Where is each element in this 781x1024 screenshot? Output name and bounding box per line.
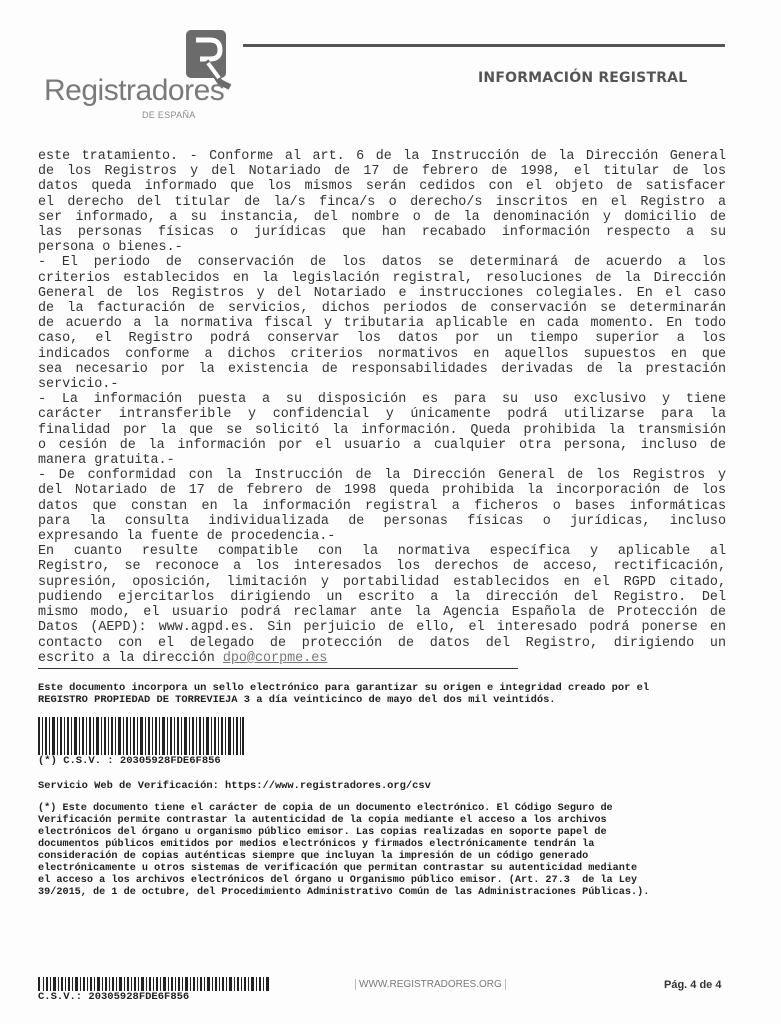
body-line: - La información puesta a su disposición es para su uso exclusivo y tiene (38, 392, 726, 408)
body-line: finalidad por la que se solicitó la información. Queda prohibida la transmisión (38, 422, 726, 438)
body-line: - El periodo de conservación de los datos se determinará de acuerdo a los (38, 255, 726, 271)
registradores-logo (40, 28, 240, 128)
body-line-prefix: escrito a la dirección (38, 650, 223, 666)
body-paragraphs (38, 149, 726, 666)
body-line: expresando la fuente de procedencia.- (38, 529, 336, 545)
footer-csv-code: C.S.V.: 20305928FDE6F856 (38, 991, 190, 1003)
footer-website-text: WWW.REGISTRADORES.ORG (359, 979, 502, 991)
body-line: de la facturación de servicios, dichos periodos de conservación se determinarán (38, 301, 726, 317)
dpo-email-link[interactable]: dpo@corpme.es (222, 650, 328, 666)
logo-subtitle: DE ESPAÑA (142, 110, 196, 120)
page-number: Pág. 4 de 4 (664, 979, 722, 991)
footer-website (352, 979, 509, 990)
body-line: Datos (AEPD): www.agpd.es. Sin perjuicio de ello, el interesado podrá ponerse en (38, 620, 726, 636)
body-line: de acuerdo a la normativa fiscal y tributaria aplicable en cada momento. En todo (38, 316, 726, 332)
body-line: persona o bienes.- (38, 240, 183, 256)
note-line: consideración de copias auténticas siempre que incluyan la impresión de un código generado (38, 851, 589, 862)
body-line: manera gratuita.- (38, 453, 175, 469)
csv-barcode (38, 717, 244, 755)
body-line: mismo modo, el usuario podrá reclamar ante la Agencia Española de Protección de (38, 605, 726, 621)
body-line: de los Registros y del Notariado de 17 de febrero de 1998, el titular de los (38, 164, 726, 180)
body-line: - De conformidad con la Instrucción de la Dirección General de los Registros y (38, 468, 726, 484)
body-line: carácter intransferible y confidencial y únicamente podrá utilizarse para la (38, 407, 726, 423)
logo-wordmark: Registradores (44, 74, 225, 107)
body-line: el derecho del titular de la/s finca/s o derecho/s inscritos en el Registro a (38, 194, 726, 210)
body-line: supresión, oposición, limitación y portabilidad establecidos en el RGPD citado, (38, 574, 726, 590)
seal-line: REGISTRO PROPIEDAD DE TORREVIEJA 3 a día veinticinco de mayo del dos mil veintidós. (38, 693, 556, 706)
body-line: caso, el Registro podrá conservar los datos por un tiempo superior a los (38, 331, 726, 347)
body-line: las personas físicas o jurídicas que han recabado información respecto a su (38, 225, 726, 241)
copy-legal-note (38, 803, 726, 899)
body-line-final (38, 651, 726, 666)
note-line: el acceso a los archivos electrónicos del órgano u Organismo público emisor. (Art. 27.3 de la Ley (38, 875, 638, 886)
header-divider (243, 44, 725, 47)
body-line: este tratamiento. - Conforme al art. 6 de la Instrucción de la Dirección General (38, 149, 726, 164)
body-line: criterios establecidos en la legislación registral, resoluciones de la Dirección (38, 270, 726, 286)
body-line: ser informado, a su instancia, del nombre o de la denominación y domicilio de (38, 209, 726, 225)
body-line: servicio.- (38, 377, 119, 393)
body-line: para la consulta individualizada de personas físicas o jurídicas, incluso (38, 513, 726, 529)
body-line: del Notariado de 17 de febrero de 1998 queda prohibida la incorporación de los (38, 483, 726, 499)
note-line: electrónicos del órgano u organismo público emisor. Las copias realizadas en soporte papel de (38, 827, 607, 838)
note-line: documentos públicos emitidos por medios electrónicos y firmados electrónicamente tendrán la (38, 839, 595, 850)
note-line: (*) Este documento tiene el carácter de copia de un documento electrónico. El Código Seguro de (38, 803, 613, 814)
body-line: Registro, se reconoce a los interesados los derechos de acceso, rectificación, (38, 559, 726, 575)
body-line: datos queda informado que los mismos serán cedidos con el objeto de satisfacer (38, 179, 726, 195)
verification-service-text: Servicio Web de Verificación: https://www.registradores.org/csv (38, 780, 431, 792)
body-line: o cesión de la información por el usuario a cualquier otra persona, incluso de (38, 437, 726, 453)
body-line: indicados conforme a dichos criterios normativos en aquellos supuestos en que (38, 346, 726, 362)
body-line: General de los Registros y del Notariado e instrucciones colegiales. En el caso (38, 285, 726, 301)
seal-line: Este documento incorpora un sello electrónico para garantizar su origen e integridad creado por el (38, 682, 650, 694)
body-line: datos que constan en la información registral a ficheros o bases informáticas (38, 498, 726, 514)
note-line: 39/2015, de 1 de octubre, del Procedimiento Administrativo Común de las Administraciones Públicas.). (38, 887, 650, 898)
body-line: En cuanto resulte compatible con la normativa específica y aplicable al (38, 544, 726, 560)
body-line: contacto con el delegado de protección de datos del Registro, dirigiendo un (38, 635, 726, 651)
body-line: sea necesario por la existencia de responsabilidades derivadas de la prestación (38, 361, 726, 377)
section-divider (38, 668, 518, 669)
body-line: pudiendo ejercitarlos dirigiendo un escrito a la dirección del Registro. Del (38, 589, 726, 605)
electronic-seal-notice (38, 683, 728, 706)
registradores-r-icon (186, 30, 226, 78)
note-line: Verificación permite contrastar la autenticidad de la copia mediante el acceso a los archivos (38, 815, 607, 826)
page-title: INFORMACIÓN REGISTRAL (478, 70, 688, 86)
csv-code-label: (*) C.S.V. : 20305928FDE6F856 (38, 755, 221, 767)
note-line: electrónicamente u otros sistemas de verificación que permitan contrastar su autenticidad mediante (38, 863, 638, 874)
footer-barcode (38, 977, 270, 991)
